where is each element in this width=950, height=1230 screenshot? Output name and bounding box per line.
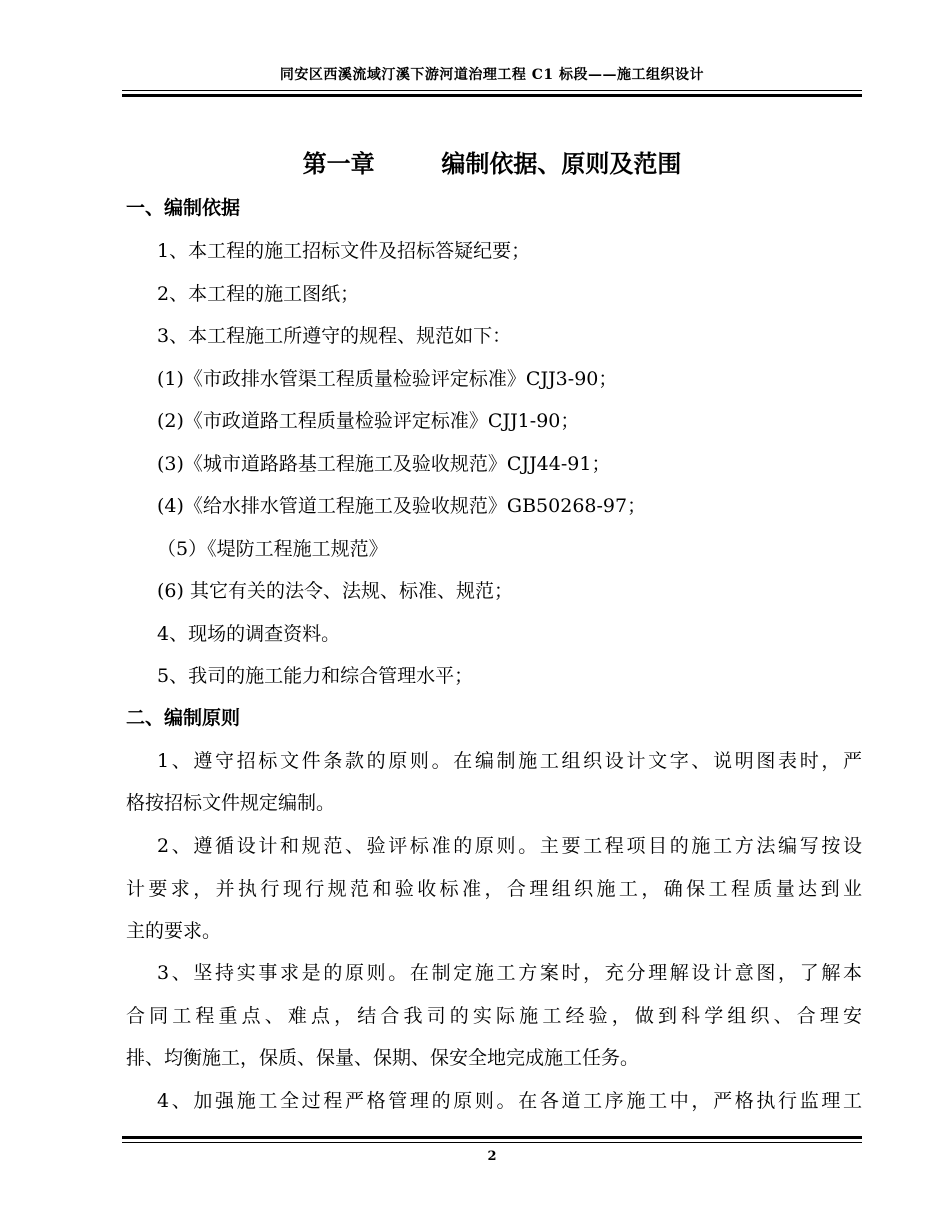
list-item: 2、本工程的施工图纸； [157, 283, 360, 305]
header-rule-thin [122, 90, 862, 91]
list-item: (4)《给水排水管道工程施工及验收规范》GB50268-97； [157, 495, 647, 517]
list-item: (1)《市政排水管渠工程质量检验评定标准》CJJ3-90； [157, 368, 618, 390]
paragraph-line: 主的要求。 [126, 920, 222, 942]
paragraph-line: 2、遵循设计和规范、验评标准的原则。主要工程项目的施工方法编写按设 [157, 835, 862, 857]
list-item: (3)《城市道路路基工程施工及验收规范》CJJ44-91； [157, 453, 611, 475]
paragraph-line: 计要求，并执行现行规范和验收标准，合理组织施工，确保工程质量达到业 [126, 878, 862, 900]
paragraph-line: 3、坚持实事求是的原则。在制定施工方案时，充分理解设计意图，了解本 [157, 962, 862, 984]
paragraph-line: 4、加强施工全过程严格管理的原则。在各道工序施工中，严格执行监理工 [157, 1090, 862, 1112]
list-item: 5、我司的施工能力和综合管理水平； [157, 665, 474, 687]
list-item: (2)《市政道路工程质量检验评定标准》CJJ1-90； [157, 410, 580, 432]
section-heading-principles: 二、编制原则 [126, 707, 241, 729]
paragraph-line: 排、均衡施工，保质、保量、保期、保安全地完成施工任务。 [126, 1047, 640, 1069]
page-number: 2 [487, 1149, 497, 1164]
footer-rule-thin [122, 1142, 862, 1143]
list-item: 4、现场的调查资料。 [157, 623, 341, 645]
header-rule-thick [122, 94, 862, 97]
list-item: （5）《堤防工程施工规范》 [157, 538, 388, 560]
chapter-title: 第一章 编制依据、原则及范围 [302, 150, 682, 178]
list-item: (6) 其它有关的法令、法规、标准、规范； [157, 580, 513, 602]
footer-rule-thick [122, 1136, 862, 1139]
list-item: 1、本工程的施工招标文件及招标答疑纪要； [157, 240, 531, 262]
paragraph-line: 合同工程重点、难点，结合我司的实际施工经验，做到科学组织、合理安 [126, 1005, 862, 1027]
paragraph-line: 1、遵守招标文件条款的原则。在编制施工组织设计文字、说明图表时，严 [157, 750, 862, 772]
running-header: 同安区西溪流域汀溪下游河道治理工程 C1 标段——施工组织设计 [279, 67, 705, 83]
paragraph-line: 格按招标文件规定编制。 [126, 792, 336, 814]
section-heading-basis: 一、编制依据 [126, 197, 241, 219]
list-item: 3、本工程施工所遵守的规程、规范如下： [157, 325, 512, 347]
